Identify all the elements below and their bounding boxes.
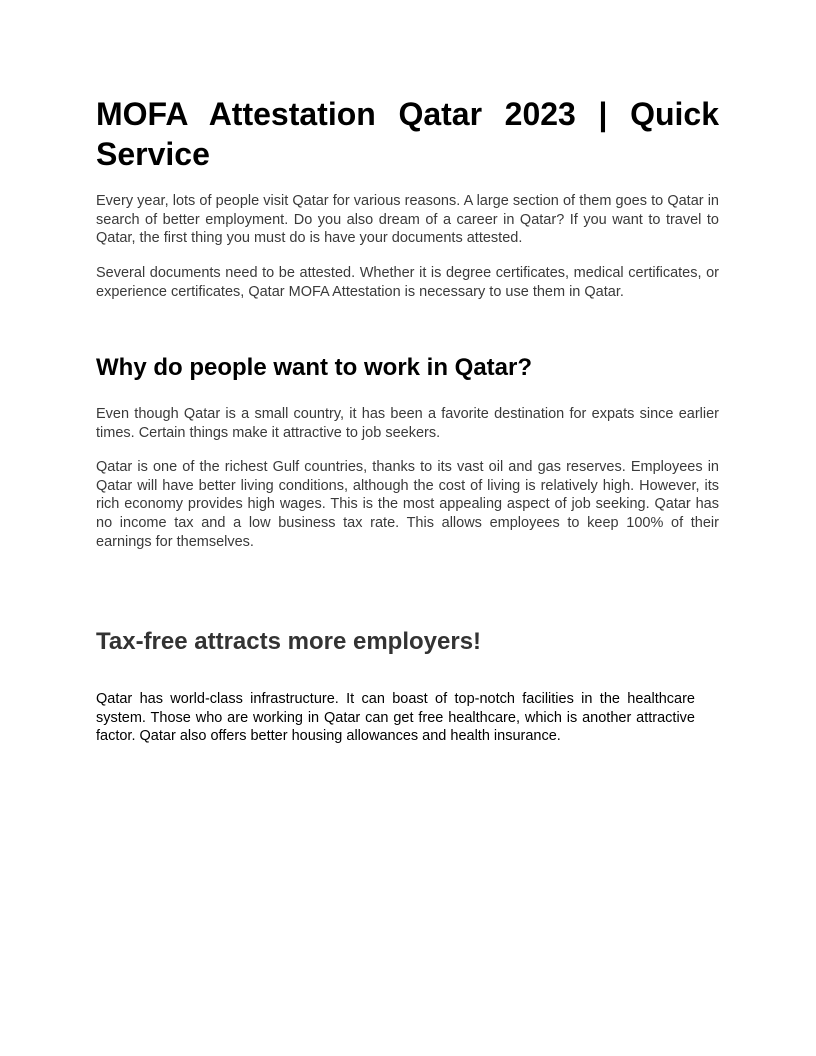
intro-paragraph: Several documents need to be attested. Whether it is degree certificates, medical certificates, or experience certificates, Qatar MOFA Attestation is necessary to use them in Qatar. bbox=[96, 265, 719, 300]
section-heading-why-work: Why do people want to work in Qatar? bbox=[96, 354, 533, 381]
section-paragraph: Qatar has world-class infrastructure. It can boast of top-notch facilities in the healthcare system. Those who are working in Qatar can get free healthcare, which is another attractive factor. Qatar also offers better housing allowances and health insurance. bbox=[96, 691, 695, 745]
page-title: MOFA Attestation Qatar 2023 | Quick Service bbox=[96, 96, 719, 172]
section-paragraph: Even though Qatar is a small country, it has been a favorite destination for expats since earlier times. Certain things make it attractive to job seekers. bbox=[96, 406, 719, 441]
intro-paragraph: Every year, lots of people visit Qatar for various reasons. A large section of them goes to Qatar in search of better employment. Do you also dream of a career in Qatar? If you want to travel to Qatar, the first thing you must do is have your documents attested. bbox=[96, 193, 719, 247]
section-heading-tax-free: Tax-free attracts more employers! bbox=[96, 628, 482, 655]
section-paragraph: Qatar is one of the richest Gulf countries, thanks to its vast oil and gas reserves. Employees in Qatar will have better living conditions, although the cost of living is relatively high. However, its rich economy provides high wages. This is the most appealing aspect of job seeking. Qatar has no income tax and a low business tax rate. This allows employees to keep 100% of their earnings for themselves. bbox=[96, 459, 719, 550]
